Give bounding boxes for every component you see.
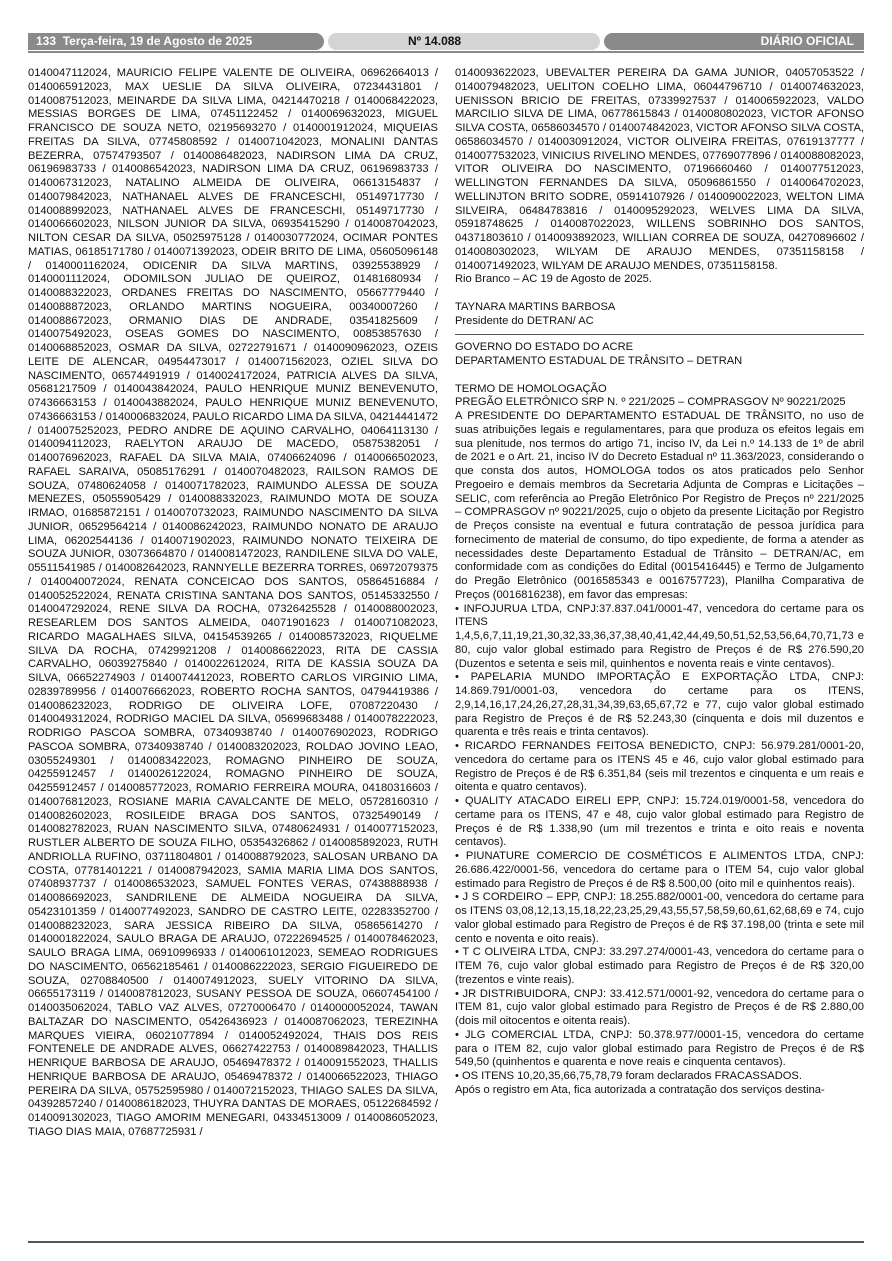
homologation-body: A PRESIDENTE DO DEPARTAMENTO ESTADUAL DE TRÂNSITO, no uso de suas atribuições legais e regulamentares, para que produza os efeitos legais em sua plenitude, nos termos do artigo 71, inciso IV, da Lei n.º 14.133 de 1º de abril de 2021 e o Art. 21, inciso IV do Decreto Estadual nº 11.363/2023, considerando o que consta dos autos, HOMOLOGA todos os atos praticados pelo Senhor Pregoeiro e demais membros da Secretaria Adjunta de Compras e Licitações – SELIC, com referência ao Pregão Eletrônico Por Registro de Preços nº 221/2025 – COMPRASGOV nº 90221/2025, cujo o objeto da presente Licitação por Registro de Preços consiste na eventual e futura contratação de pessoa jurídica para fornecimento de material de consumo, do tipo expediente, de forma a atender as necessidades deste Departamento Estadual de Trânsito – DETRAN/AC, em conformidade com as condições do Edital (0015416445) e Termo de Julgamento do Pregão Eletrônico (0016585343 e 0016757723), Planilha Comparativa de Preços (0016816238), em favor das empresas: xyxy=(455,410,864,601)
place-date: Rio Branco – AC 19 de Agosto de 2025. xyxy=(455,273,652,286)
company-entry: • PIUNATURE COMERCIO DE COSMÉTICOS E ALIMENTOS LTDA, CNPJ: 26.686.422/0001-56, vencedora do certame para o ITEM 54, cujo valor global estimado para Registro de Preços é de R$ 8.500,00 (oito mil e quinhentos reais). xyxy=(455,850,864,890)
registration-list-continuation: 0140093622023, UBEVALTER PEREIRA DA GAMA JUNIOR, 04057053522 / 0140079482023, UELITON COELHO LIMA, 06044796710 / 0140074632023, UENISSON BRICIO DE FREITAS, 07339927537 / 0140065922023, VALDO MARCILIO SILVA DE LIMA, 06778615843 / 0140080802023, VICTOR AFONSO SILVA COSTA, 06586034570 / 0140074842023, VICTOR AFONSO SILVA COSTA, 06586034570 / 0140030912024, VICTOR OLIVEIRA FREITAS, 07619137777 / 0140077532023, VINICIUS RIVELINO MENDES, 07769077896 / 0140088082023, VITOR OLIVEIRA DO NASCIMENTO, 07196660460 / 0140077512023, WELLINGTON FERNANDES DA SILVA, 05096861550 / 0140064702023, WELLINJTON BRITO SODRE, 05914107926 / 0140090022023, WELTON LIMA SILVEIRA, 06484783816 / 0140095292023, WELVES LIMA DA SILVA, 05918748625 / 0140087022023, WILLENS SOBRINHO DOS SANTOS, 04371803610 / 0140093892023, WILLIAN CORREA DE SOUZA, 04270896602 / 0140080302023, WILYAM DE ARAUJO MENDES, 07351158158 / 0140071492023, WILYAM DE ARAUJO MENDES, 07351158158. xyxy=(455,67,864,272)
header-middle-bar xyxy=(328,33,600,50)
footer-rule xyxy=(28,1241,864,1243)
company-entry: • INFOJURUA LTDA, CNPJ:37.837.041/0001-47, vencedora do certame para os ITENS 1,4,5,6,7,11,19,21,30,32,33,36,37,38,40,41,42,44,49,50,51,52,53,56,64,70,71,73 e 80, cujo valor global estimado para Registro de Preços é de R$ 276.590,20 (Duzentos e setenta e seis mil, quinhentos e noventa reais e vinte centavos). xyxy=(455,602,864,670)
header-page-date xyxy=(36,34,252,49)
section-divider xyxy=(455,334,864,335)
failed-items-note: • OS ITENS 10,20,35,66,75,78,79 foram declarados FRACASSADOS. xyxy=(455,1070,802,1082)
spacer xyxy=(455,369,864,383)
registration-list: 0140047112024, MAURICIO FELIPE VALENTE DE OLIVEIRA, 06962664013 / 0140065912023, MAX UESLIE DA SILVA OLIVEIRA, 07234431801 / 0140087512023, MEINARDE DA SILVA LIMA, 04214470218 / 0140068422023, MESSIAS BORGES DE LIMA, 07451122452 / 0140069632023, MIGUEL FRANCISCO DE SOUZA NETO, 02195693270 / 0140001912024, MIQUEIAS FREITAS DA SILVA, 07745808592 / 0140071042023, MONALINI DANTAS BEZERRA, 07574793507 / 0140086482023, NADIRSON LIMA DA CRUZ, 06196983733 / 0140086542023, NADIRSON LIMA DA CRUZ, 06196983733 / 0140067312023, NATALINO ALMEIDA DE OLIVEIRA, 06613154837 / 0140079842023, NATHANAEL ALVES DE FRANCESCHI, 05149717730 / 0140088992023, NATHANAEL ALVES DE FRANCESCHI, 05149717730 / 0140066602023, NILSON JUNIOR DA SILVA, 06935415290 / 0140087042023, NILTON CESAR DA SILVA, 05025975128 / 0140030772024, OCIMAR PONTES MATIAS, 06185171780 / 0140071392023, ODEIR BRITO DE LIMA, 05605096148 / 0140001162024, ODICENIR DA SILVA MARTINS, 03925538929 / 0140001112024, ODOMILSON JULIAO DE QUEIROZ, 01481680934 / 0140088322023, ORDANES FREITAS DO NASCIMENTO, 05667779440 / 0140088872023, ORLANDO MARTINS NOGUEIRA, 00340007260 / 0140088672023, ORMANIO DIAS DE ANDRADE, 03541825609 / 0140075492023, OSEAS GOMES DO NASCIMENTO, 00853857630 / 0140068852023, OSMAR DA SILVA, 02722791671 / 0140090962023, OZEIS LEITE DE ALENCAR, 04954473017 / 0140071562023, OZIEL SILVA DO NASCIMENTO, 06574491919 / 0140024172024, PATRICIA ALVES DA SILVA, 05681217509 / 0140043842024, PAULO HENRIQUE MUNIZ BENEVENUTO, 07436663153 / 0140043882024, PAULO HENRIQUE MUNIZ BENEVENUTO, 07436663153 / 0140006832024, PAULO RICARDO LIMA DA SILVA, 04214441472 / 0140075252023, PEDRO ANDRE DE AQUINO CARVALHO, 04064113130 / 0140094112023, RAELYTON ARAUJO DE MACEDO, 05875382051 / 0140076962023, RAFAEL DA SILVA MAIA, 07406624096 / 0140066502023, RAFAEL SARAIVA, 05085176291 / 0140070482023, RAILSON RAMOS DE SOUZA, 07480624058 / 0140071782023, RAIMUNDO ALESSA DE SOUZA MENEZES, 05055905429 / 0140088332023, RAIMUNDO MOTA DE SOUZA IRMAO, 01685872151 / 0140070732023, RAIMUNDO NASCIMENTO DA SILVA JUNIOR, 06529564214 / 0140086242023, RAIMUNDO NONATO DE ARAUJO LIMA, 06202544136 / 0140071902023, RAIMUNDO NONATO TEIXEIRA DE SOUZA JUNIOR, 03073664870 / 0140081472023, RANDILENE SILVA DO VALE, 05511541985 / 0140082642023, RANNYELLE BEZERRA TORRES, 06972079375 / 0140040072024, RENATA CONCEICAO DOS SANTOS, 05864516884 / 0140052522024, RENATA CRISTINA SANTANA DOS SANTOS, 05145332550 / 0140047292024, RENE SILVA DA ROCHA, 07326425528 / 0140088002023, RESEARLEM DOS SANTOS ALMEIDA, 04071901623 / 0140071082023, RICARDO MAGALHAES SILVA, 04154539265 / 0140085732023, RIQUELME SILVA DA ROCHA, 07429921208 / 0140086622023, RITA DE CASSIA CARVALHO, 06039275840 / 0140022612024, RITA DE KASSIA SOUZA DA SILVA, 06652274903 / 0140074412023, ROBERTO CARLOS VIRGINIO LIMA, 02839789956 / 0140076662023, ROBERTO ROCHA SANTOS, 04794419386 / 0140086232023, RODRIGO DE OLIVEIRA LOFE, 07087220430 / 0140049312024, RODRIGO MACIEL DA SILVA, 05699683488 / 0140078222023, RODRIGO PASCOA SOMBRA, 07340938740 / 0140076902023, RODRIGO PASCOA SOMBRA, 07340938740 / 0140083202023, ROLDAO JOVINO LEAO, 03055249301 / 0140083422023, ROMAGNO PINHEIRO DE SOUZA, 04255912457 / 0140026122024, ROMAGNO PINHEIRO DE SOUZA, 04255912457 / 0140085772023, ROMARIO FERREIRA MOURA, 04180316603 / 0140076812023, ROSIANE MARIA CAVALCANTE DE MELO, 05728160310 / 0140082602023, ROSILEIDE BRAGA DOS SANTOS, 07325490149 / 0140082782023, RUAN NASCIMENTO SILVA, 07480624931 / 0140077152023, RUSTLER ALBERTO DE SOUZA FILHO, 05354326862 / 0140085892023, RUTH ANDRIOLLA RUFINO, 03711804801 / 0140088792023, SALOSAN URBANO DA COSTA, 07781401221 / 0140087942023, SAMIA MARIA LIMA DOS SANTOS, 07408937737 / 0140086532023, SAMUEL FONTES VERAS, 07438888938 / 0140086692023, SANDRILENE DE ALMEIDA NOGUEIRA DA SILVA, 05423101359 / 0140077492023, SANDRO DE CASTRO LEITE, 02283352700 / 0140088232023, SARA JESSICA RIBEIRO DA SILVA, 05865614270 / 0140001822024, SAULO BRAGA DE ARAUJO, 07222694525 / 0140078462023, SAULO BRAGA LIMA, 06910996933 / 0140061012023, SEMEAO RODRIGUES DO NASCIMENTO, 06562185461 / 0140086222023, SERGIO FIGUEIREDO DE SOUZA, 02708840500 / 0140074912023, SUELY VITORINO DA SILVA, 06655173119 / 0140087812023, SUSANY PESSOA DE SOUZA, 06607454100 / 0140035062024, TABLO VAZ ALVES, 07270006470 / 0140000052024, TAWAN BALTAZAR DO NASCIMENTO, 05426436923 / 0140087062023, TEREZINHA MARQUES VIEIRA, 06021077894 / 0140052492024, THAIS DOS REIS FONTENELE DE ANDRADE ALVES, 06627422753 / 0140089842023, THALLIS HENRIQUE BARBOSA DE ARAUJO, 05469478372 / 0140091552023, THALLIS HENRIQUE BARBOSA DE ARAUJO, 05469478372 / 0140066522023, THIAGO PEREIRA DA SILVA, 05752595980 / 0140072152023, THIAGO SALES DA SILVA, 04392857240 / 0140086182023, THUYRA DANTAS DE MORAES, 05122684592 / 0140091302023, TIAGO AMORIM MENEGARI, 04334513009 / 0140086052023, TIAGO DIAS MAIA, 07687725931 / xyxy=(28,67,438,1138)
procurement-heading: PREGÃO ELETRÔNICO SRP N. º 221/2025 – COMPRASGOV Nº 90221/2025 xyxy=(455,396,846,409)
issue-date: Terça-feira, 19 de Agosto de 2025 xyxy=(62,34,253,48)
company-entry: • J S CORDEIRO – EPP, CNPJ: 18.255.882/0001-00, vencedora do certame para os ITENS 03,08,12,13,15,18,22,23,25,29,43,55,57,58,59,60,61,62,68,69 e 74, cujo valor global estimado para Registro de Preços é de R$ 37.198,00 (trinta e sete mil cento e noventa e oito reais). xyxy=(455,891,864,945)
header-rule xyxy=(28,51,864,53)
company-entry: • JR DISTRIBUIDORA, CNPJ: 33.412.571/0001-92, vencedora do certame para o ITEM 81, cujo valor global estimado para Registro de Preços é de R$ 2.880,00 (dois mil oitocentos e oitenta reais). xyxy=(455,987,864,1027)
term-title: TERMO DE HOMOLOGAÇÃO xyxy=(455,382,607,395)
company-entry: • QUALITY ATACADO EIRELI EPP, CNPJ: 15.724.019/0001-58, vencedora do certame para os ITENS, 47 e 48, cujo valor global estimado para Registro de Preços é de R$ 1.338,90 (um mil trezentos e trinta e oito reais e noventa centavos). xyxy=(455,795,864,849)
publication-title: DIÁRIO OFICIAL xyxy=(760,34,854,48)
company-entry: • RICARDO FERNANDES FEITOSA BENEDICTO, CNPJ: 56.979.281/0001-20, vencedora do certame para os ITENS 45 e 46, cujo valor global estimado para Registro de Preços é de R$ 6.351,84 (seis mil trezentos e cinquenta e um reais e oitenta e quatro centavos). xyxy=(455,740,864,794)
org-name: GOVERNO DO ESTADO DO ACRE xyxy=(455,341,634,354)
left-column xyxy=(28,67,438,1235)
issue-number: Nº 14.088 xyxy=(408,34,462,48)
department-name: DEPARTAMENTO ESTADUAL DE TRÂNSITO – DETRAN xyxy=(455,355,743,367)
company-entry: • T C OLIVEIRA LTDA, CNPJ: 33.297.274/0001-43, vencedora do certame para o ITEM 76, cujo valor global estimado para Registro de Preços é de R$ 320,00 (trezentos e vinte reais). xyxy=(455,946,864,986)
right-column xyxy=(455,67,864,1235)
signer-role: Presidente do DETRAN/ AC xyxy=(455,314,594,327)
spacer xyxy=(455,287,864,301)
closing-text: Após o registro em Ata, fica autorizada a contratação dos serviços destina- xyxy=(455,1083,825,1096)
company-entry: • PAPELARIA MUNDO IMPORTAÇÃO E EXPORTAÇÃO LTDA, CNPJ: 14.869.791/0001-03, vencedora do certame para os ITENS, 2,9,14,16,17,24,26,27,28,31,34,39,63,65,67,72 e 77, cujo valor global estimado para Registro de Preços é de R$ 52.243,30 (cinquenta e dois mil duzentos e quarenta e três reais e trinta centavos). xyxy=(455,671,864,739)
page-header xyxy=(28,33,864,50)
company-entry: • JLG COMERCIAL LTDA, CNPJ: 50.378.977/0001-15, vencedora do certame para o ITEM 82, cujo valor global estimado para Registro de Preços é de R$ 549,50 (quinhentos e quarenta e nove reais e cinquenta centavos). xyxy=(455,1028,864,1069)
signer-name: TAYNARA MARTINS BARBOSA xyxy=(455,300,616,313)
page-number: 133 xyxy=(36,34,57,48)
